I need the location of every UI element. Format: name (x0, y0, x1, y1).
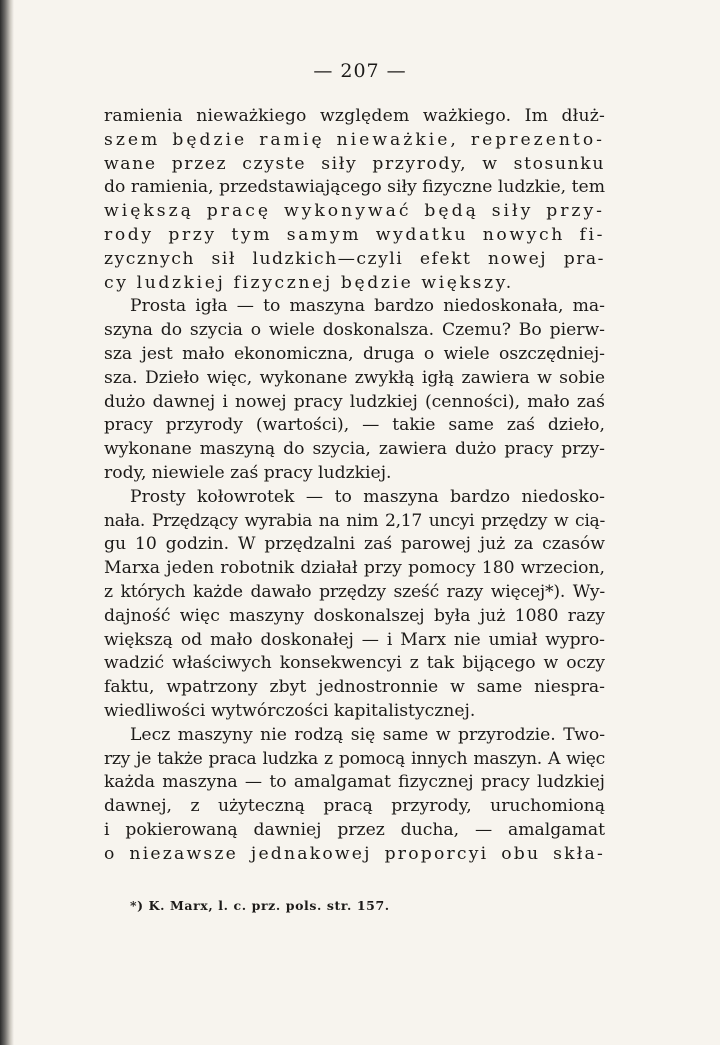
footnote: *) K. Marx, l. c. prz. pols. str. 157. (130, 898, 390, 913)
text-line: większą od mało doskonałej — i Marx nie umiał wypro- (104, 629, 605, 650)
text-line: sza. Dzieło więc, wykonane zwykłą igłą zawiera w sobie (104, 367, 605, 388)
text-line: Lecz maszyny nie rodzą się same w przyrodzie. Two- (130, 724, 605, 745)
page-number: — 207 — (313, 60, 407, 82)
text-line: o niezawsze jednakowej proporcyi obu skła- (104, 843, 605, 864)
text-line: rody, niewiele zaś pracy ludzkiej. (104, 462, 392, 483)
text-line: większą pracę wykonywać będą siły przy- (104, 201, 605, 222)
page-edge-shadow (0, 0, 14, 1045)
text-line: każda maszyna — to amalgamat fizycznej pracy ludzkiej (104, 772, 605, 793)
text-line: dawnej, z użyteczną pracą przyrody, uruchomioną (104, 796, 605, 817)
text-line: ramienia nieważkiego względem ważkiego. Im dłuż- (104, 106, 605, 126)
text-line: dajność więc maszyny doskonalszej była już 1080 razy (104, 605, 605, 626)
text-line: sza jest mało ekonomiczna, druga o wiele oszczędniej- (104, 343, 605, 364)
text-line: Prosta igła — to maszyna bardzo niedoskonała, ma- (130, 296, 605, 317)
text-line: dużo dawnej i nowej pracy ludzkiej (cenności), mało zaś (104, 391, 605, 412)
text-line: do ramienia, przedstawiającego siły fizyczne ludzkie, tem (104, 177, 605, 198)
text-line: zycznych sił ludzkich—czyli efekt nowej pra- (104, 248, 605, 269)
text-line: z których każde dawało przędzy sześć razy więcej*). Wy- (104, 581, 605, 602)
text-line: nała. Przędzący wyrabia na nim 2,17 uncyi przędzy w cią- (104, 510, 605, 531)
text-line: rzy je także praca ludzka z pomocą innych maszyn. A więc (104, 748, 605, 769)
text-line: rody przy tym samym wydatku nowych fi- (104, 224, 605, 245)
text-line: szyna do szycia o wiele doskonalsza. Czemu? Bo pierw- (104, 320, 605, 341)
text-line: Marxa jeden robotnik działał przy pomocy 180 wrzecion, (104, 558, 605, 579)
text-line: i pokierowaną dawniej przez ducha, — amalgamat (104, 819, 605, 840)
text-line: Prosty kołowrotek — to maszyna bardzo niedosko- (130, 486, 605, 507)
text-line: cy ludzkiej fizycznej będzie większy. (104, 272, 514, 293)
text-line: pracy przyrody (wartości), — takie same zaś dzieło, (104, 415, 605, 436)
text-line: wane przez czyste siły przyrody, w stosunku (104, 153, 605, 174)
text-line: szem będzie ramię nieważkie, reprezento- (104, 129, 605, 150)
body-text (104, 105, 605, 867)
text-line: gu 10 godzin. W przędzalni zaś parowej już za czasów (104, 534, 605, 555)
text-line: wykonane maszyną do szycia, zawiera dużo pracy przy- (104, 439, 605, 460)
text-line: wadzić właściwych konsekwencyi z tak bijącego w oczy (104, 653, 605, 674)
text-line: faktu, wpatrzony zbyt jednostronnie w same niespra- (104, 677, 605, 698)
text-line: wiedliwości wytwórczości kapitalistycznej. (104, 700, 476, 721)
